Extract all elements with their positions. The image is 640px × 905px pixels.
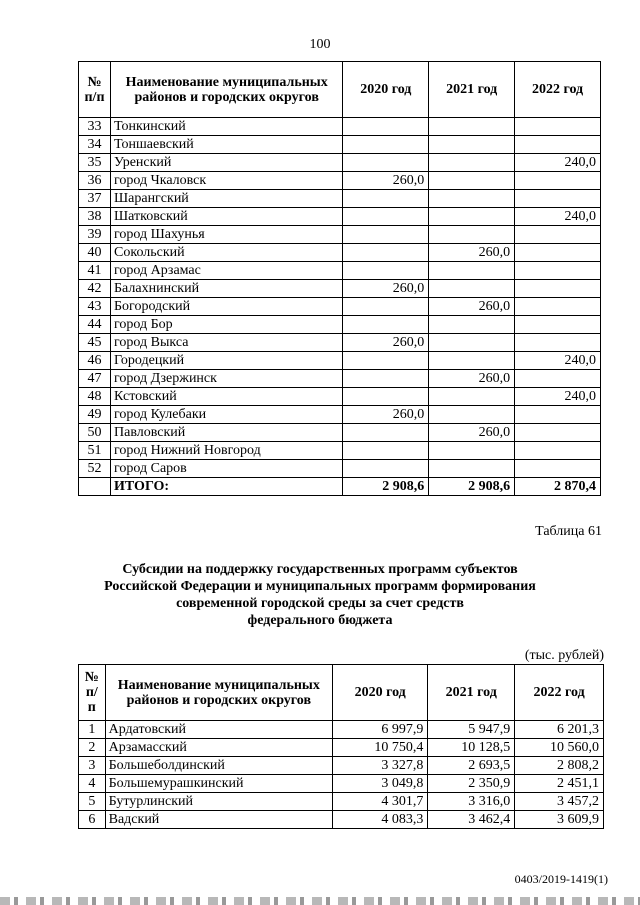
value-2022-cell: 240,0	[515, 388, 601, 406]
table-row	[79, 775, 604, 793]
value-2021-cell	[429, 190, 515, 208]
row-number-cell: 50	[79, 424, 111, 442]
value-2021-cell	[429, 352, 515, 370]
table-row	[79, 190, 601, 208]
district-name-cell: Большемурашкинский	[105, 775, 332, 793]
value-2020-cell	[343, 316, 429, 334]
value-2021-cell	[429, 460, 515, 478]
header-name: Наименование муниципальных районов и городских округов	[105, 665, 332, 721]
value-2020-cell	[343, 244, 429, 262]
district-name-cell: Шарангский	[111, 190, 343, 208]
district-name-cell: город Нижний Новгород	[111, 442, 343, 460]
value-2021-cell	[429, 262, 515, 280]
value-2022-cell	[515, 226, 601, 244]
table-row	[79, 442, 601, 460]
value-2022-cell	[515, 334, 601, 352]
value-2021-cell	[429, 208, 515, 226]
table-row	[79, 424, 601, 442]
table-row	[79, 721, 604, 739]
value-2020-cell	[343, 226, 429, 244]
row-number-cell: 1	[79, 721, 106, 739]
value-2020-cell	[343, 442, 429, 460]
district-name-cell: город Бор	[111, 316, 343, 334]
value-2022-cell	[515, 298, 601, 316]
value-2022-cell	[515, 406, 601, 424]
row-number-cell: 3	[79, 757, 106, 775]
table-row	[79, 460, 601, 478]
row-number-cell: 45	[79, 334, 111, 352]
district-name-cell: город Шахунья	[111, 226, 343, 244]
row-number-cell: 2	[79, 739, 106, 757]
title-line: Субсидии на поддержку государственных программ субъектов	[122, 562, 518, 577]
value-2021-cell: 10 128,5	[428, 739, 515, 757]
table-title	[0, 561, 640, 629]
district-name-cell: город Кулебаки	[111, 406, 343, 424]
value-2020-cell: 3 049,8	[333, 775, 428, 793]
district-name-cell: Большеболдинский	[105, 757, 332, 775]
total-2021: 2 908,6	[429, 478, 515, 496]
value-2020-cell	[343, 370, 429, 388]
value-2022-cell: 2 451,1	[515, 775, 604, 793]
value-2022-cell: 6 201,3	[515, 721, 604, 739]
value-2021-cell: 260,0	[429, 298, 515, 316]
table-row	[79, 154, 601, 172]
value-2020-cell	[343, 388, 429, 406]
value-2020-cell	[343, 118, 429, 136]
value-2022-cell	[515, 136, 601, 154]
row-number-cell: 46	[79, 352, 111, 370]
table-header-row	[79, 665, 604, 721]
row-number-cell: 41	[79, 262, 111, 280]
row-number-cell: 44	[79, 316, 111, 334]
value-2022-cell	[515, 424, 601, 442]
value-2021-cell	[429, 136, 515, 154]
value-2021-cell	[429, 118, 515, 136]
value-2020-cell: 10 750,4	[333, 739, 428, 757]
district-name-cell: Бутурлинский	[105, 793, 332, 811]
table-row	[79, 370, 601, 388]
row-number-cell: 34	[79, 136, 111, 154]
value-2022-cell	[515, 118, 601, 136]
value-2021-cell: 260,0	[429, 424, 515, 442]
value-2022-cell: 240,0	[515, 352, 601, 370]
value-2020-cell: 260,0	[343, 172, 429, 190]
table-row	[79, 811, 604, 829]
district-name-cell: город Дзержинск	[111, 370, 343, 388]
value-2022-cell: 2 808,2	[515, 757, 604, 775]
table-row	[79, 262, 601, 280]
total-row	[79, 478, 601, 496]
value-2021-cell: 2 350,9	[428, 775, 515, 793]
row-number-cell: 42	[79, 280, 111, 298]
value-2022-cell	[515, 280, 601, 298]
value-2020-cell: 6 997,9	[333, 721, 428, 739]
row-number-cell: 48	[79, 388, 111, 406]
value-2021-cell	[429, 316, 515, 334]
value-2021-cell	[429, 154, 515, 172]
units-label: (тыс. рублей)	[524, 648, 604, 663]
value-2021-cell	[429, 334, 515, 352]
district-name-cell: Уренский	[111, 154, 343, 172]
value-2021-cell: 5 947,9	[428, 721, 515, 739]
value-2020-cell	[343, 352, 429, 370]
row-number-cell: 35	[79, 154, 111, 172]
district-name-cell: Арзамасский	[105, 739, 332, 757]
table-row	[79, 757, 604, 775]
district-name-cell: Кстовский	[111, 388, 343, 406]
value-2022-cell	[515, 460, 601, 478]
value-2022-cell	[515, 172, 601, 190]
title-line: Российской Федерации и муниципальных программ формирования	[104, 579, 536, 594]
value-2020-cell: 4 301,7	[333, 793, 428, 811]
district-name-cell: Тоншаевский	[111, 136, 343, 154]
row-number-cell: 39	[79, 226, 111, 244]
row-number-cell: 40	[79, 244, 111, 262]
district-name-cell: Тонкинский	[111, 118, 343, 136]
table-row	[79, 406, 601, 424]
row-number-cell: 5	[79, 793, 106, 811]
value-2020-cell	[343, 262, 429, 280]
value-2020-cell: 3 327,8	[333, 757, 428, 775]
total-2022: 2 870,4	[515, 478, 601, 496]
table-row	[79, 172, 601, 190]
table-60	[78, 61, 601, 496]
table-row	[79, 280, 601, 298]
value-2021-cell	[429, 442, 515, 460]
value-2022-cell: 3 609,9	[515, 811, 604, 829]
value-2022-cell	[515, 244, 601, 262]
value-2022-cell: 240,0	[515, 208, 601, 226]
value-2022-cell	[515, 442, 601, 460]
row-number-cell: 51	[79, 442, 111, 460]
district-name-cell: город Выкса	[111, 334, 343, 352]
total-2020: 2 908,6	[343, 478, 429, 496]
table-row	[79, 298, 601, 316]
value-2020-cell	[343, 190, 429, 208]
value-2021-cell	[429, 280, 515, 298]
header-2021: 2021 год	[429, 62, 515, 118]
value-2021-cell: 260,0	[429, 244, 515, 262]
header-num: № п/п	[79, 665, 106, 721]
value-2021-cell	[429, 406, 515, 424]
value-2020-cell: 260,0	[343, 406, 429, 424]
value-2021-cell: 2 693,5	[428, 757, 515, 775]
table-label: Таблица 61	[535, 524, 602, 539]
value-2020-cell	[343, 208, 429, 226]
table-row	[79, 793, 604, 811]
district-name-cell: Балахнинский	[111, 280, 343, 298]
district-name-cell: город Чкаловск	[111, 172, 343, 190]
table-row	[79, 388, 601, 406]
value-2022-cell	[515, 190, 601, 208]
value-2020-cell	[343, 460, 429, 478]
value-2020-cell	[343, 424, 429, 442]
total-empty-cell	[79, 478, 111, 496]
value-2020-cell	[343, 154, 429, 172]
district-name-cell: Вадский	[105, 811, 332, 829]
title-line: современной городской среды за счет средств	[176, 596, 464, 611]
row-number-cell: 4	[79, 775, 106, 793]
district-name-cell: Шатковский	[111, 208, 343, 226]
district-name-cell: Сокольский	[111, 244, 343, 262]
table-row	[79, 208, 601, 226]
value-2021-cell: 260,0	[429, 370, 515, 388]
header-2020: 2020 год	[343, 62, 429, 118]
district-name-cell: город Саров	[111, 460, 343, 478]
value-2020-cell	[343, 298, 429, 316]
scan-edge-artifact	[0, 897, 640, 905]
table-row	[79, 739, 604, 757]
value-2020-cell: 4 083,3	[333, 811, 428, 829]
table-row	[79, 244, 601, 262]
value-2021-cell	[429, 226, 515, 244]
header-num: № п/п	[79, 62, 111, 118]
value-2020-cell	[343, 136, 429, 154]
row-number-cell: 38	[79, 208, 111, 226]
value-2022-cell	[515, 262, 601, 280]
value-2021-cell	[429, 388, 515, 406]
row-number-cell: 36	[79, 172, 111, 190]
header-name: Наименование муниципальных районов и городских округов	[111, 62, 343, 118]
value-2021-cell: 3 462,4	[428, 811, 515, 829]
total-label: ИТОГО:	[111, 478, 343, 496]
table-row	[79, 118, 601, 136]
table-header-row	[79, 62, 601, 118]
page-number: 100	[309, 37, 331, 52]
row-number-cell: 37	[79, 190, 111, 208]
document-code: 0403/2019-1419(1)	[514, 872, 608, 886]
value-2021-cell: 3 316,0	[428, 793, 515, 811]
value-2020-cell: 260,0	[343, 334, 429, 352]
header-2021: 2021 год	[428, 665, 515, 721]
value-2022-cell: 3 457,2	[515, 793, 604, 811]
header-2020: 2020 год	[333, 665, 428, 721]
row-number-cell: 47	[79, 370, 111, 388]
district-name-cell: Павловский	[111, 424, 343, 442]
table-row	[79, 334, 601, 352]
district-name-cell: Богородский	[111, 298, 343, 316]
value-2021-cell	[429, 172, 515, 190]
table-row	[79, 226, 601, 244]
row-number-cell: 49	[79, 406, 111, 424]
row-number-cell: 6	[79, 811, 106, 829]
row-number-cell: 43	[79, 298, 111, 316]
value-2022-cell: 10 560,0	[515, 739, 604, 757]
value-2022-cell: 240,0	[515, 154, 601, 172]
row-number-cell: 52	[79, 460, 111, 478]
district-name-cell: Ардатовский	[105, 721, 332, 739]
value-2022-cell	[515, 316, 601, 334]
header-2022: 2022 год	[515, 62, 601, 118]
value-2020-cell: 260,0	[343, 280, 429, 298]
table-row	[79, 136, 601, 154]
table-row	[79, 352, 601, 370]
district-name-cell: город Арзамас	[111, 262, 343, 280]
row-number-cell: 33	[79, 118, 111, 136]
value-2022-cell	[515, 370, 601, 388]
table-row	[79, 316, 601, 334]
district-name-cell: Городецкий	[111, 352, 343, 370]
header-2022: 2022 год	[515, 665, 604, 721]
table-61	[78, 664, 604, 829]
title-line: федерального бюджета	[247, 613, 393, 628]
